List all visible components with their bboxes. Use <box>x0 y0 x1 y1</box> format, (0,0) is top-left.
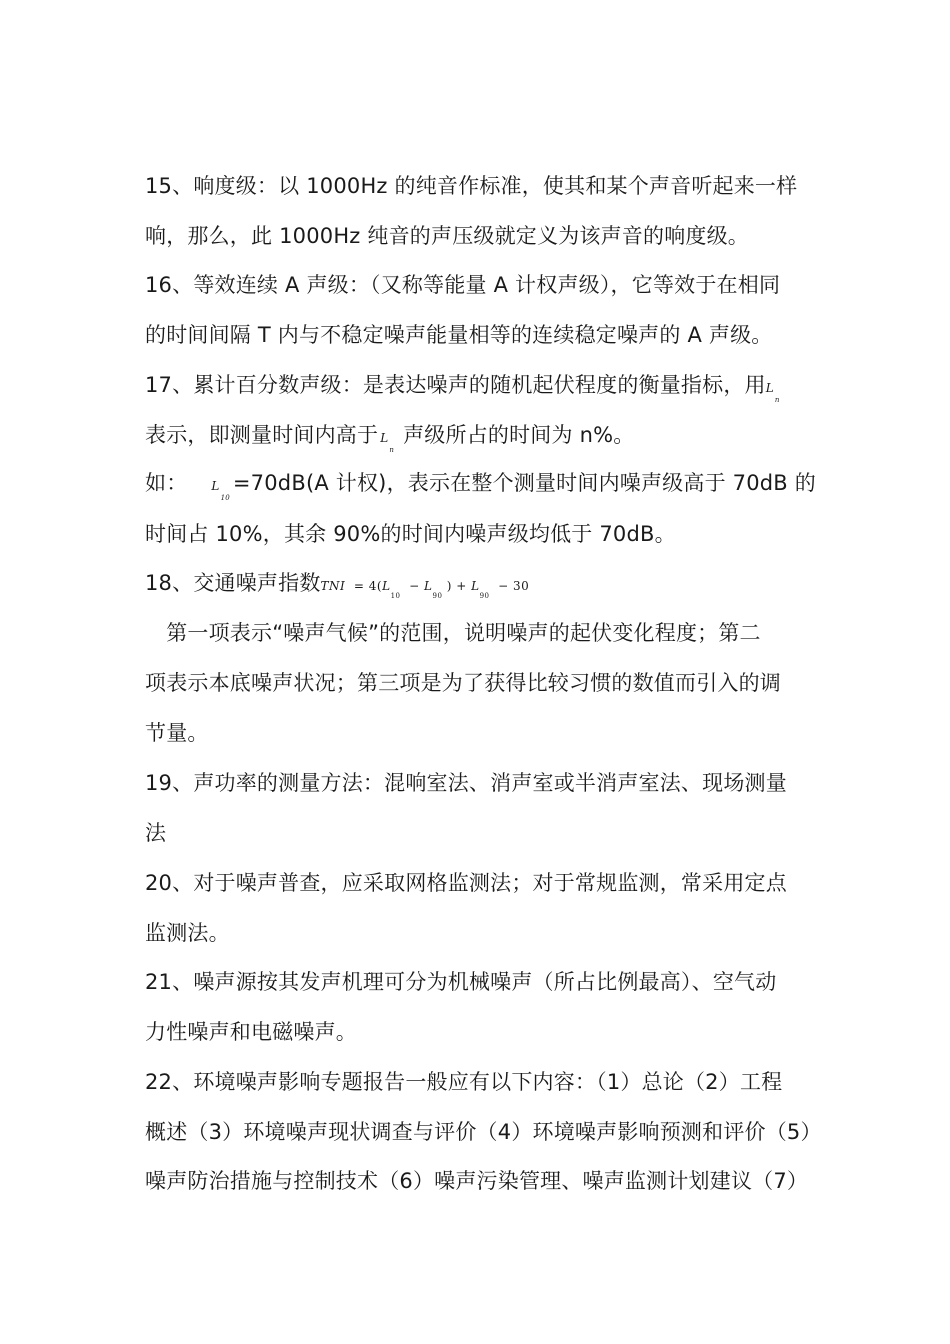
example-line-2: 时间占 10%，其余 90%的时间内噪声级均低于 70dB。 <box>145 522 676 546</box>
example-line-1 <box>145 469 816 502</box>
item-22-line-1: 22、环境噪声影响专题报告一般应有以下内容：（1）总论（2）工程 <box>145 1070 783 1094</box>
item-17-line-2-text-b: 声级所占的时间为 n%。 <box>403 423 635 447</box>
item-15-line-1: 15、响度级：以 1000Hz 的纯音作标准，使其和某个声音听起来一样 <box>145 174 798 198</box>
item-20-line-1: 20、对于噪声普查，应采取网格监测法；对于常规监测，常采用定点 <box>145 871 787 895</box>
item-22-line-3: 噪声防治措施与控制技术（6）噪声污染管理、噪声监测计划建议（7） <box>145 1169 809 1193</box>
item-17-line-1-text: 17、累计百分数声级：是表达噪声的随机起伏程度的衡量指标，用 <box>145 373 766 397</box>
item-18-line-1 <box>145 569 529 602</box>
symbol-ln: $L_n$ <box>765 381 780 404</box>
item-16-line-2: 的时间间隔 T 内与不稳定噪声能量相等的连续稳定噪声的 A 声级。 <box>145 323 773 347</box>
item-19-line-1: 19、声功率的测量方法：混响室法、消声室或半消声室法、现场测量 <box>145 771 787 795</box>
item-18-line-3: 项表示本底噪声状况；第三项是为了获得比较习惯的数值而引入的调 <box>145 671 781 695</box>
item-17-line-2 <box>145 421 634 454</box>
item-22-line-2: 概述（3）环境噪声现状调查与评价（4）环境噪声影响预测和评价（5） <box>145 1120 822 1144</box>
example-prefix: 如： <box>145 471 188 495</box>
item-19-line-2: 法 <box>145 821 167 845</box>
item-21-line-1: 21、噪声源按其发声机理可分为机械噪声（所占比例最高）、空气动 <box>145 970 777 994</box>
symbol-l10: $L_{10}$ <box>211 479 230 502</box>
item-21-line-2: 力性噪声和电磁噪声。 <box>145 1020 357 1044</box>
item-18-line-2: 第一项表示“噪声气候”的范围，说明噪声的起伏变化程度；第二 <box>145 621 761 645</box>
symbol-ln-inline: $L_n$ <box>380 431 395 454</box>
item-17-line-1 <box>145 371 779 404</box>
item-17-line-2-text-a: 表示，即测量时间内高于 <box>145 423 379 447</box>
item-15-line-2: 响，那么，此 1000Hz 纯音的声压级就定义为该声音的响度级。 <box>145 224 750 248</box>
item-20-line-2: 监测法。 <box>145 921 230 945</box>
item-18-line-4: 节量。 <box>145 721 209 745</box>
item-16-line-1: 16、等效连续 A 声级：（又称等能量 A 计权声级），它等效于在相同 <box>145 273 781 297</box>
tni-formula: TNI = $4(L_{10} - L_{90}$ ) + $L_{90} - 30$ <box>320 579 530 600</box>
example-text: =70dB(A 计权)，表示在整个测量时间内噪声级高于 70dB 的 <box>232 471 816 495</box>
item-18-label: 18、交通噪声指数 <box>145 571 321 595</box>
